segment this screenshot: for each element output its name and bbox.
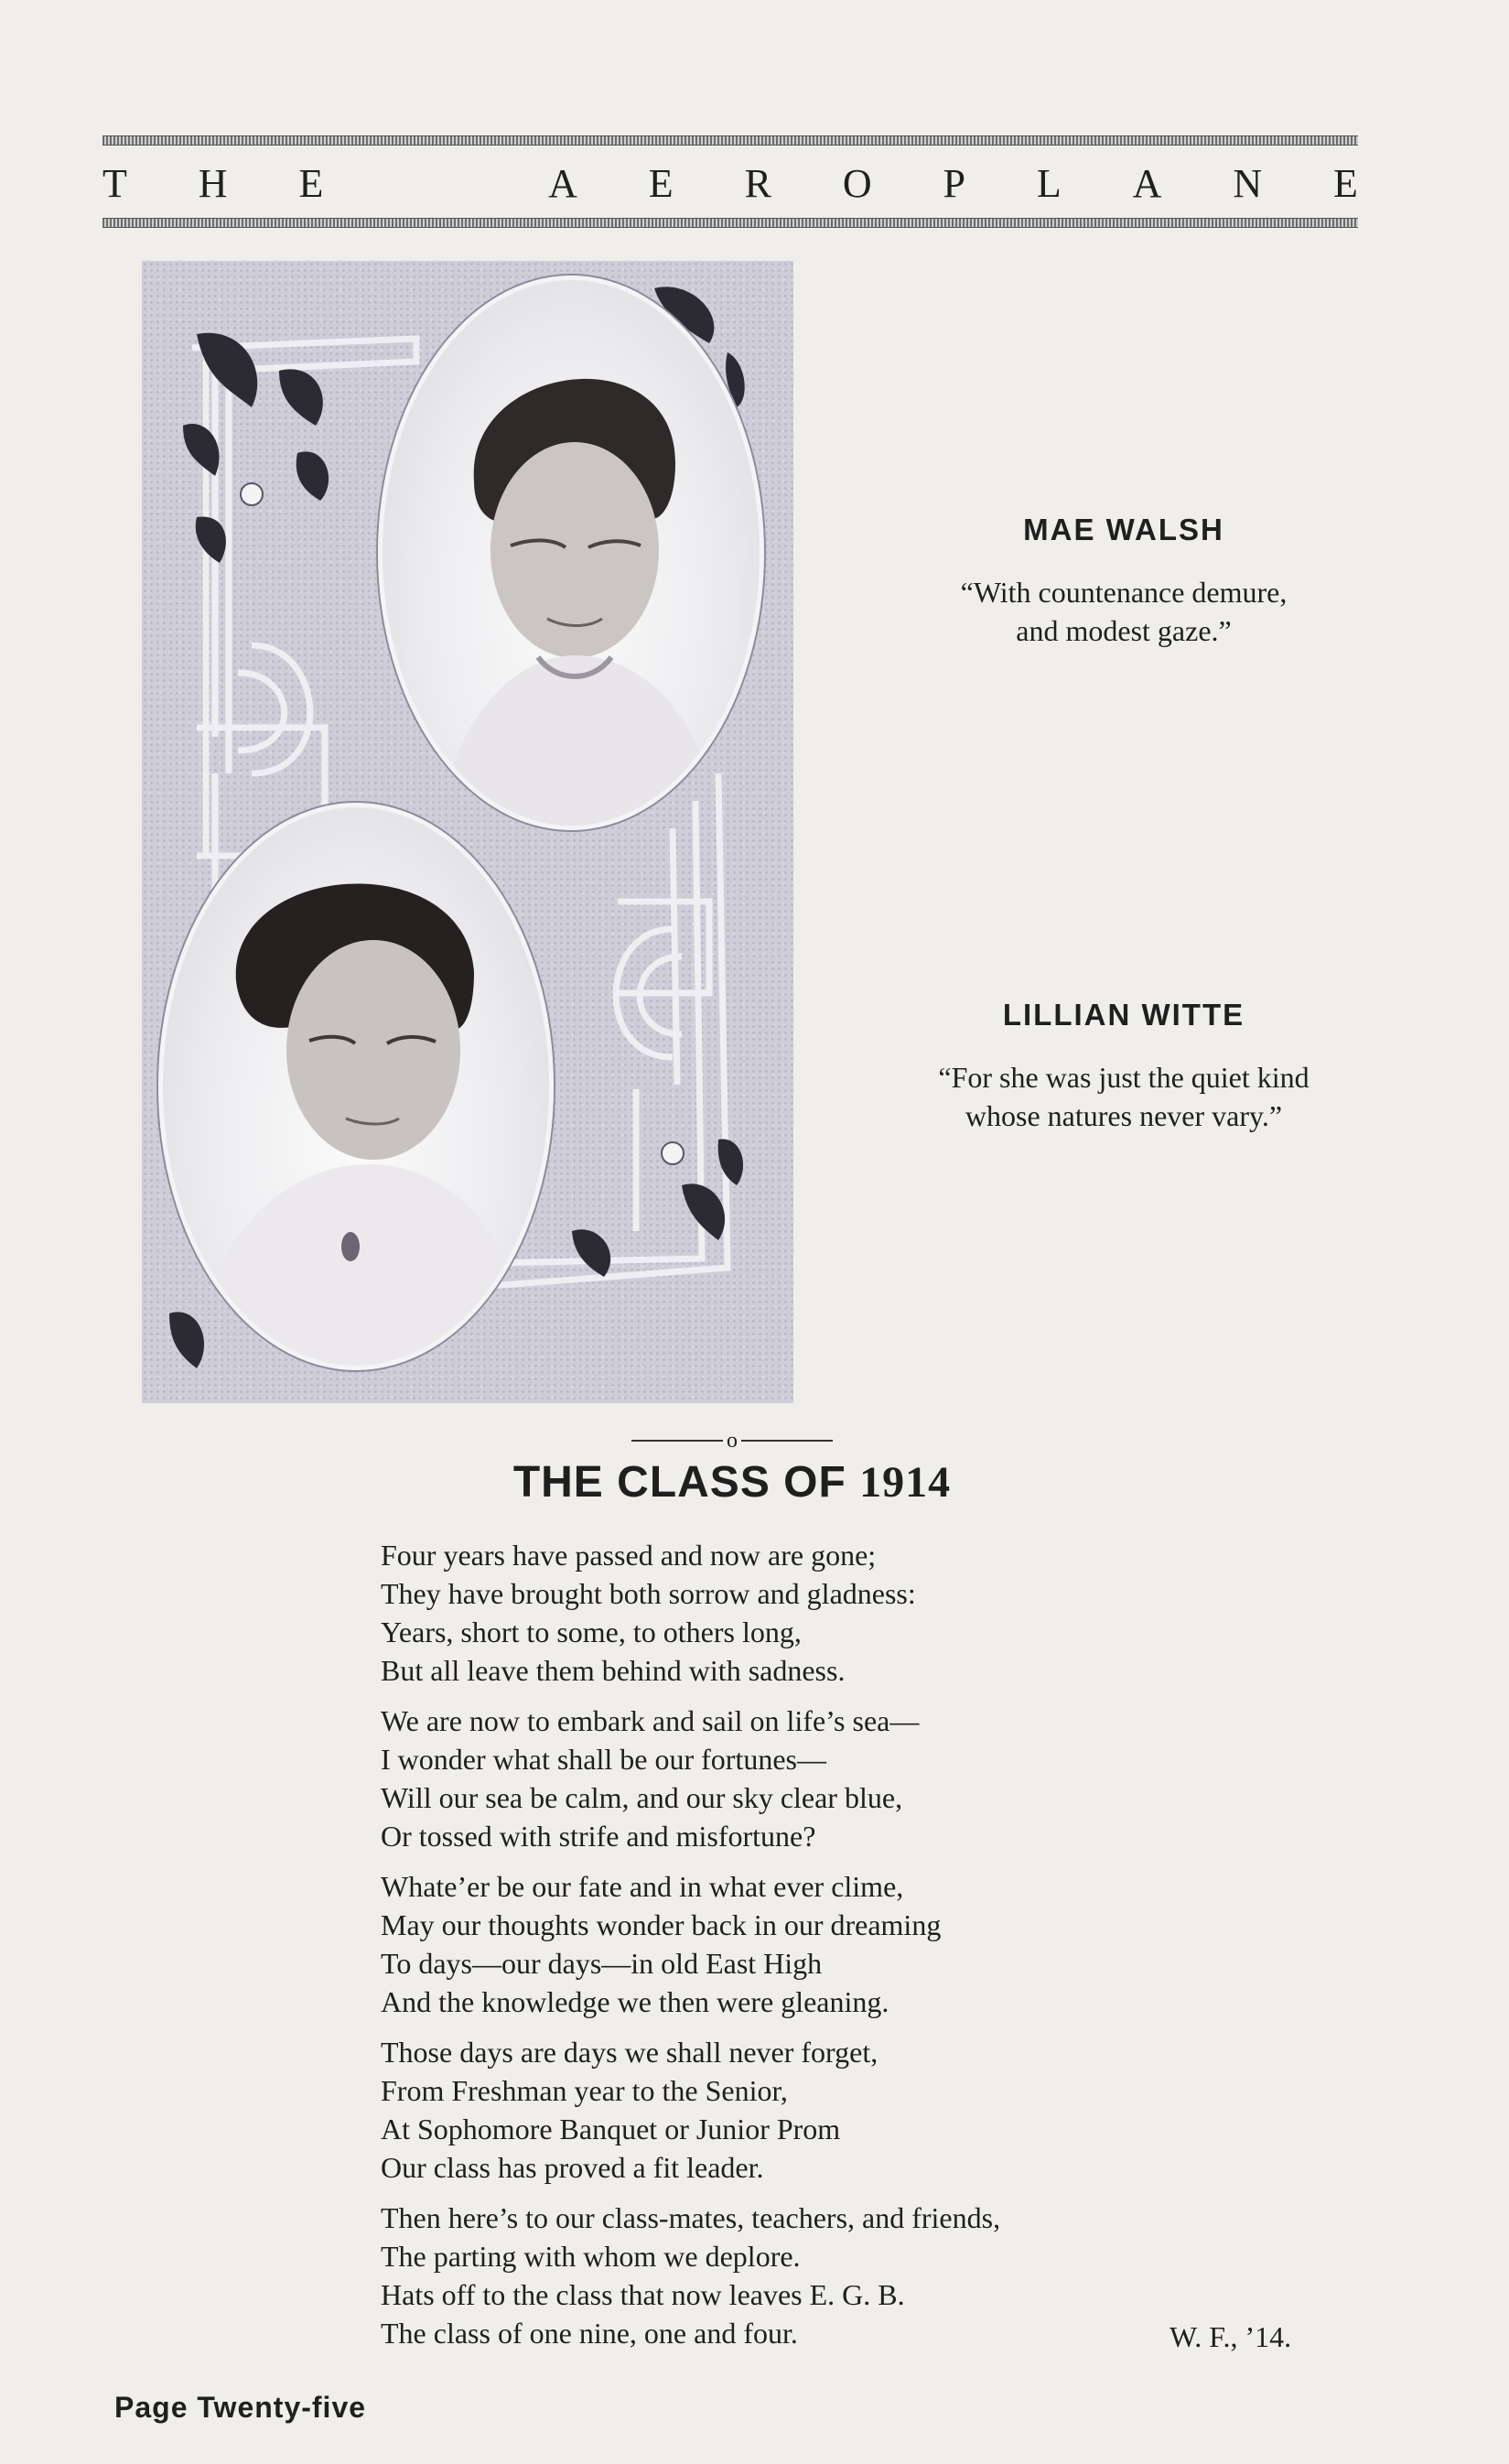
masthead-letter: O (842, 160, 872, 206)
page-number: Page Twenty-five (114, 2391, 367, 2424)
masthead-letter: N (1233, 160, 1263, 206)
masthead-letter: E (1333, 160, 1358, 206)
poem-line: They have brought both sorrow and gladness: (381, 1577, 916, 1610)
poem-line: To days—our days—in old East High (381, 1947, 823, 1980)
masthead-letter: A (1132, 160, 1162, 206)
poem-stanza (381, 2033, 1387, 2187)
poem-line: Whate’er be our fate and in what ever clime, (381, 1870, 904, 1903)
masthead-letter: T (102, 160, 127, 206)
poem-line: Or tossed with strife and misfortune? (381, 1820, 816, 1853)
portrait-photo-mae-walsh (378, 276, 764, 830)
poem-line: We are now to embark and sail on life’s sea— (381, 1704, 920, 1737)
masthead-letter: R (744, 160, 771, 206)
masthead-rule-bottom (102, 218, 1358, 228)
poem-author: W. F., ’14. (1169, 2320, 1292, 2353)
masthead-letter: P (943, 160, 965, 206)
quote-line: “For she was just the quiet kind (938, 1061, 1310, 1094)
poem-line: At Sophomore Banquet or Junior Prom (381, 2113, 841, 2145)
section-separator (622, 1427, 842, 1454)
poem-line: From Freshman year to the Senior, (381, 2074, 788, 2107)
masthead-letter: L (1036, 160, 1062, 206)
caption-lillian-witte (886, 998, 1362, 1135)
masthead-letter: E (298, 160, 324, 206)
student-quote (886, 1058, 1362, 1135)
poem-title-year: 1914 (859, 1458, 952, 1507)
poem-line: I wonder what shall be our fortunes— (381, 1743, 826, 1776)
quote-line: whose natures never vary.” (965, 1099, 1283, 1132)
poem-title-words: THE CLASS OF (512, 1458, 846, 1507)
poem-line: Then here’s to our class-mates, teachers, and friends, (381, 2201, 1001, 2234)
poem-line: Those days are days we shall never forget, (381, 2036, 878, 2069)
poem-line: And the knowledge we then were gleaning. (381, 1985, 889, 2018)
poem-line: May our thoughts wonder back in our dreaming (381, 1908, 942, 1941)
separator-line (631, 1440, 723, 1442)
student-quote (886, 573, 1362, 650)
poem-line: Hats off to the class that now leaves E. G. B. (381, 2278, 905, 2311)
quote-line: “With countenance demure, (960, 576, 1288, 609)
poem-stanza (381, 1702, 1387, 1855)
portrait-figure-icon (383, 280, 760, 826)
portrait-photo-lillian-witte (158, 803, 554, 1370)
poem-line: Will our sea be calm, and our sky clear blue, (381, 1781, 903, 1814)
caption-mae-walsh (886, 513, 1362, 650)
masthead-letter: E (648, 160, 674, 206)
poem-line: Our class has proved a fit leader. (381, 2151, 764, 2184)
separator-mark: o (727, 1429, 738, 1453)
poem-line: Four years have passed and now are gone; (381, 1539, 877, 1572)
quote-line: and modest gaze.” (1016, 614, 1232, 647)
poem-stanza (381, 1536, 1387, 1690)
poem-line: The parting with whom we deplore. (381, 2240, 801, 2273)
student-name: MAE WALSH (1023, 513, 1224, 546)
masthead-rule-top (102, 135, 1358, 146)
masthead-title (102, 157, 1358, 209)
poem-body (381, 1536, 1387, 2364)
poem-line: Years, short to some, to others long, (381, 1616, 802, 1648)
poem-stanza (381, 1867, 1387, 2021)
poem-title (366, 1457, 1098, 1508)
masthead-letter: A (548, 160, 577, 206)
portrait-figure-icon (163, 807, 549, 1366)
portrait-plate (142, 261, 793, 1403)
student-name: LILLIAN WITTE (1002, 998, 1245, 1032)
poem-line: The class of one nine, one and four. (381, 2317, 798, 2350)
masthead-letter: H (198, 160, 228, 206)
separator-line (741, 1440, 833, 1442)
poem-line: But all leave them behind with sadness. (381, 1654, 846, 1687)
